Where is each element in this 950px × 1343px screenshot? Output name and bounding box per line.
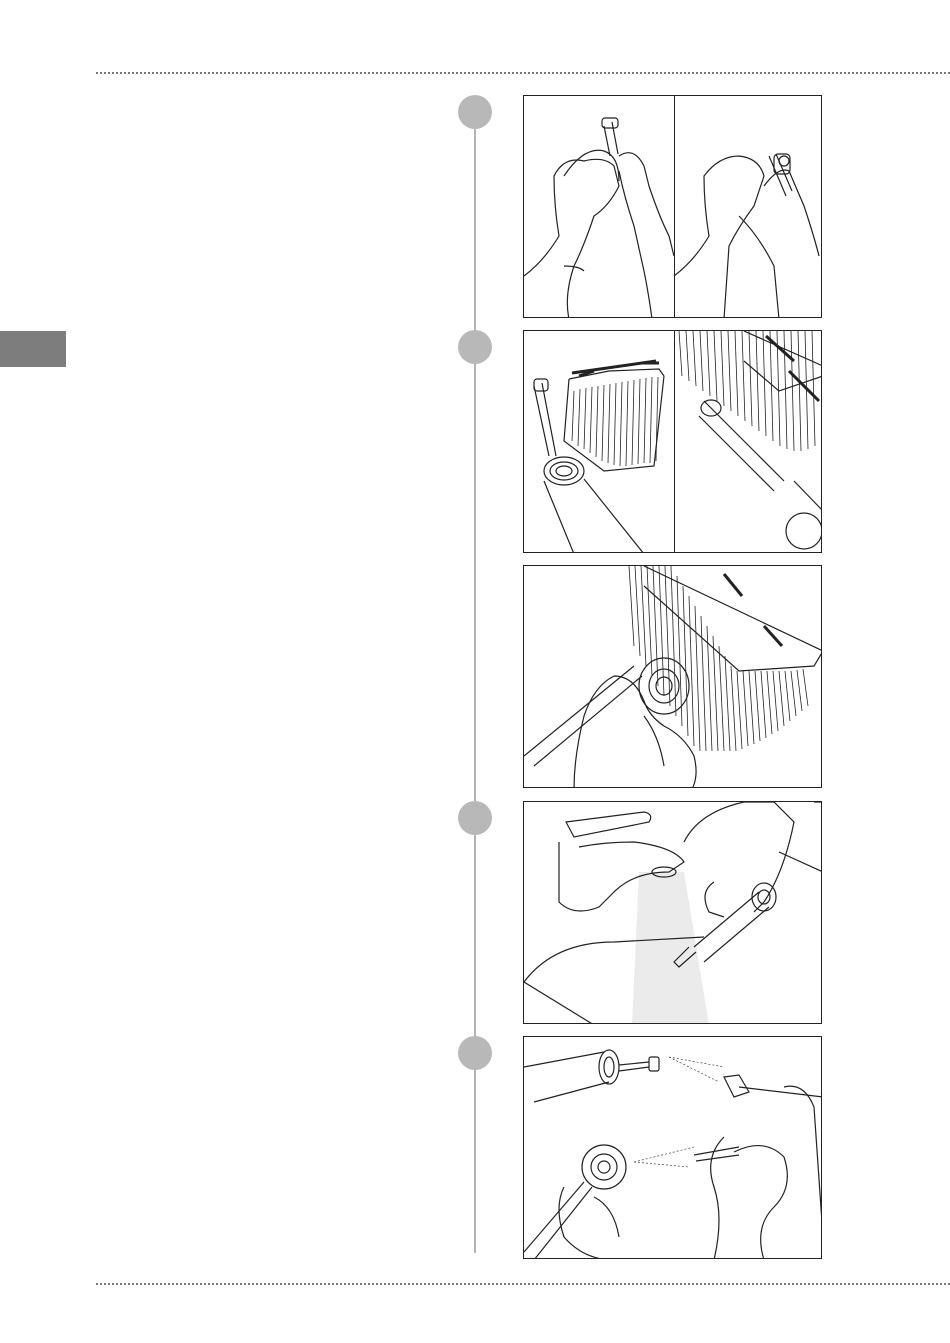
step-marker-1 xyxy=(458,95,492,129)
air-spray-drawing xyxy=(524,1037,822,1259)
illustration-blow-dry-air-spray xyxy=(523,1036,822,1259)
step-timeline xyxy=(474,110,476,1253)
illustration-wipe-with-cloth xyxy=(523,95,822,318)
top-dotted-rule xyxy=(96,72,950,74)
illustration-brush-head xyxy=(523,565,822,788)
brush-head-drawing xyxy=(524,566,822,788)
rinse-tap-drawing xyxy=(524,802,822,1024)
wipe-cloth-drawing xyxy=(524,96,822,318)
chapter-tab xyxy=(0,331,66,367)
brush-handpiece-drawing xyxy=(524,331,822,553)
bottom-dotted-rule xyxy=(96,1283,950,1285)
illustration-rinse-under-tap xyxy=(523,801,822,1024)
illustration-brush-handpiece xyxy=(523,330,822,553)
step-marker-4 xyxy=(458,1036,492,1070)
step-marker-3 xyxy=(458,801,492,835)
step-marker-2 xyxy=(458,330,492,364)
